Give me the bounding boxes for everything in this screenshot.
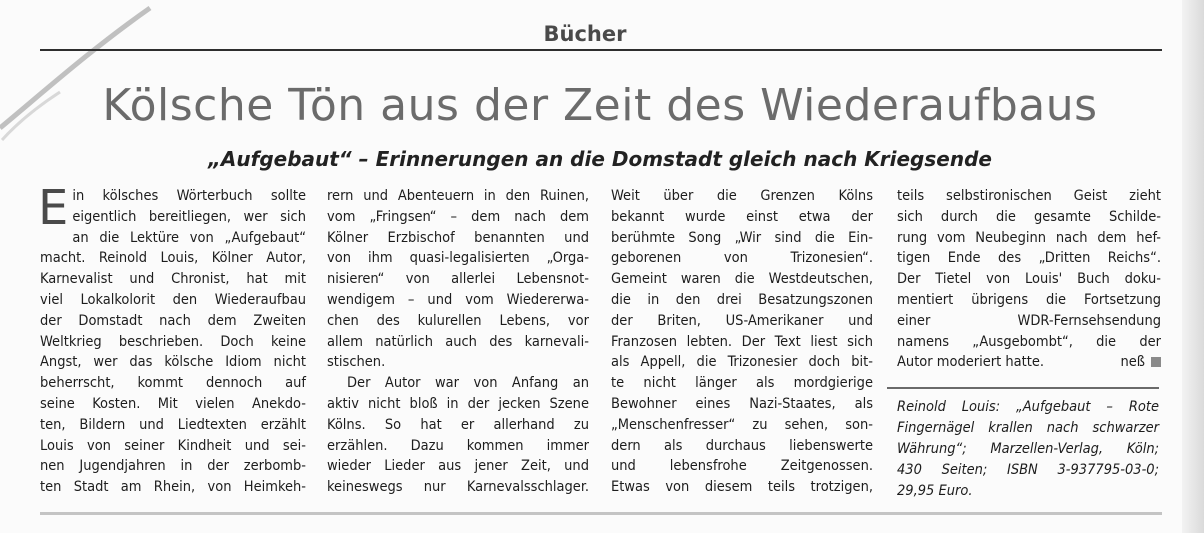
text-line: Gemeint waren die Westdeutschen, — [611, 271, 873, 288]
text-line: an die Lektüre von „Aufgebaut“ — [72, 229, 306, 246]
text-line: dern als durchaus liebenswerte — [611, 437, 873, 454]
text-line: sich durch die gesamte Schilde- — [897, 208, 1161, 225]
text-line: vom „Fringsen“ – dem nach dem — [327, 208, 589, 225]
book-info-line: Reinold Louis: „Aufgebaut – Rote — [897, 399, 1159, 415]
book-info-line: Fingernägel krallen nach schwarzer — [897, 420, 1159, 436]
text-line: ten, Bildern und Liedtexten erzählt — [40, 416, 306, 433]
bottom-rule — [40, 512, 1162, 515]
text-line: einer WDR-Fernsehsendung — [897, 312, 1161, 329]
text-line: in kölsches Wörterbuch sollte — [72, 188, 306, 204]
text-line: Louis von seiner Kindheit und sei- — [40, 437, 306, 454]
text-line: Der Tietel von Louis' Buch doku- — [897, 271, 1161, 288]
text-line: Weltkrieg beschrieben. Doch keine — [40, 333, 306, 350]
text-line: von ihm quasi-legalisierten „Orga- — [327, 250, 589, 267]
section-label: Bücher — [534, 22, 637, 46]
text-line: „Menschenfresser“ zu sehen, son- — [611, 416, 873, 433]
text-line: wendigem – und vom Wiedererwa- — [327, 291, 589, 308]
text-line: seine Kosten. Mit vielen Anekdo- — [40, 395, 306, 412]
text-line-end: Autor moderiert hatte. — [897, 354, 1045, 371]
text-line: viel Lokalkolorit den Wiederaufbau — [40, 291, 306, 308]
text-line: bekannt wurde einst etwa der — [611, 208, 873, 225]
article-column-2 — [327, 186, 589, 498]
author-signature: neß — [1120, 354, 1145, 371]
text-line: chen des kulurellen Lebens, vor — [327, 312, 589, 329]
text-line: Kölns. So hat er allerhand zu — [327, 416, 589, 433]
text-line: keineswegs nur Karnevalsschlager. — [327, 479, 589, 496]
text-line: Bewohner eines Nazi-Staates, als — [611, 395, 873, 412]
text-line: mentiert übrigens die Fortsetzung — [897, 291, 1161, 308]
text-line: der Briten, US-Amerikaner und — [611, 312, 873, 329]
article-column-1 — [38, 180, 306, 498]
text-line: nen Jugendjahren in der zerbomb- — [40, 458, 306, 475]
text-line: als Appell, die Trizonesier doch bit- — [611, 354, 873, 371]
text-line: tigen Ende des „Dritten Reichs“. — [897, 250, 1161, 267]
book-info — [897, 397, 1159, 502]
text-line: allem natürlich auch des karnevali- — [327, 333, 589, 350]
author-signature-wrap — [1120, 352, 1161, 373]
book-info-line: 29,95 Euro. — [897, 483, 973, 499]
text-line: und lebensfrohe Zeitgenossen. — [611, 458, 873, 475]
text-line: Franzosen lebten. Der Text liest sich — [611, 333, 873, 350]
section-header — [0, 22, 1170, 46]
text-line: te nicht länger als mordgierige — [611, 375, 873, 392]
text-line: Kölner Erzbischof benannten und — [327, 229, 589, 246]
text-line: ten Stadt am Rhein, von Heimkeh- — [40, 479, 306, 496]
text-line: Karnevalist und Chronist, hat mit — [40, 271, 306, 288]
text-line: rern und Abenteuern in den Ruinen, — [327, 188, 589, 204]
text-line: Der Autor war von Anfang an — [347, 375, 589, 392]
text-line: aktiv nicht bloß in der jecken Szene — [327, 395, 589, 412]
section-rule — [40, 49, 1162, 51]
book-info-line: 430 Seiten; ISBN 3-937795-03-0; — [897, 462, 1159, 478]
text-line: Etwas von diesem teils trotzigen, — [611, 479, 873, 496]
book-info-line: Währung“; Marzellen-Verlag, Köln; — [897, 441, 1159, 457]
end-mark-icon — [1151, 357, 1161, 367]
text-line: erzählen. Dazu kommen immer — [327, 437, 589, 454]
article-headline: Kölsche Tön aus der Zeit des Wiederaufbaus — [102, 80, 1098, 131]
text-line: namens „Ausgebombt“, die der — [897, 333, 1161, 350]
text-line: Angst, wer das kölsche Idiom nicht — [40, 354, 306, 371]
scan-edge — [1182, 0, 1204, 533]
article-column-3 — [611, 186, 873, 498]
text-line: wieder Lieder aus jener Zeit, und — [327, 458, 589, 475]
article-column-4 — [897, 186, 1161, 373]
text-line: beherrscht, kommt dennoch auf — [40, 375, 306, 392]
text-line: eigentlich bereitliegen, wer sich — [72, 208, 306, 225]
text-line: geborenen von Trizonesien“. — [611, 250, 873, 267]
text-line: Weit über die Grenzen Kölns — [611, 188, 873, 204]
text-line: stischen. — [327, 354, 386, 371]
text-line: rung vom Neubeginn nach dem hef- — [897, 229, 1161, 246]
text-line: berühmte Song „Wir sind die Ein- — [611, 229, 873, 246]
text-line-last — [897, 352, 1161, 373]
text-line: der Domstadt nach dem Zweiten — [40, 312, 306, 329]
text-line: teils selbstironischen Geist zieht — [897, 188, 1161, 204]
text-line: macht. Reinold Louis, Kölner Autor, — [40, 250, 306, 267]
drop-cap: E — [38, 180, 69, 236]
text-line: nisieren“ von allerlei Lebensnot- — [327, 271, 589, 288]
text-line: die in den drei Besatzungszonen — [611, 291, 873, 308]
article-subheadline: „Aufgebaut“ – Erinnerungen an die Domstadt gleich nach Kriegsende — [208, 147, 992, 171]
